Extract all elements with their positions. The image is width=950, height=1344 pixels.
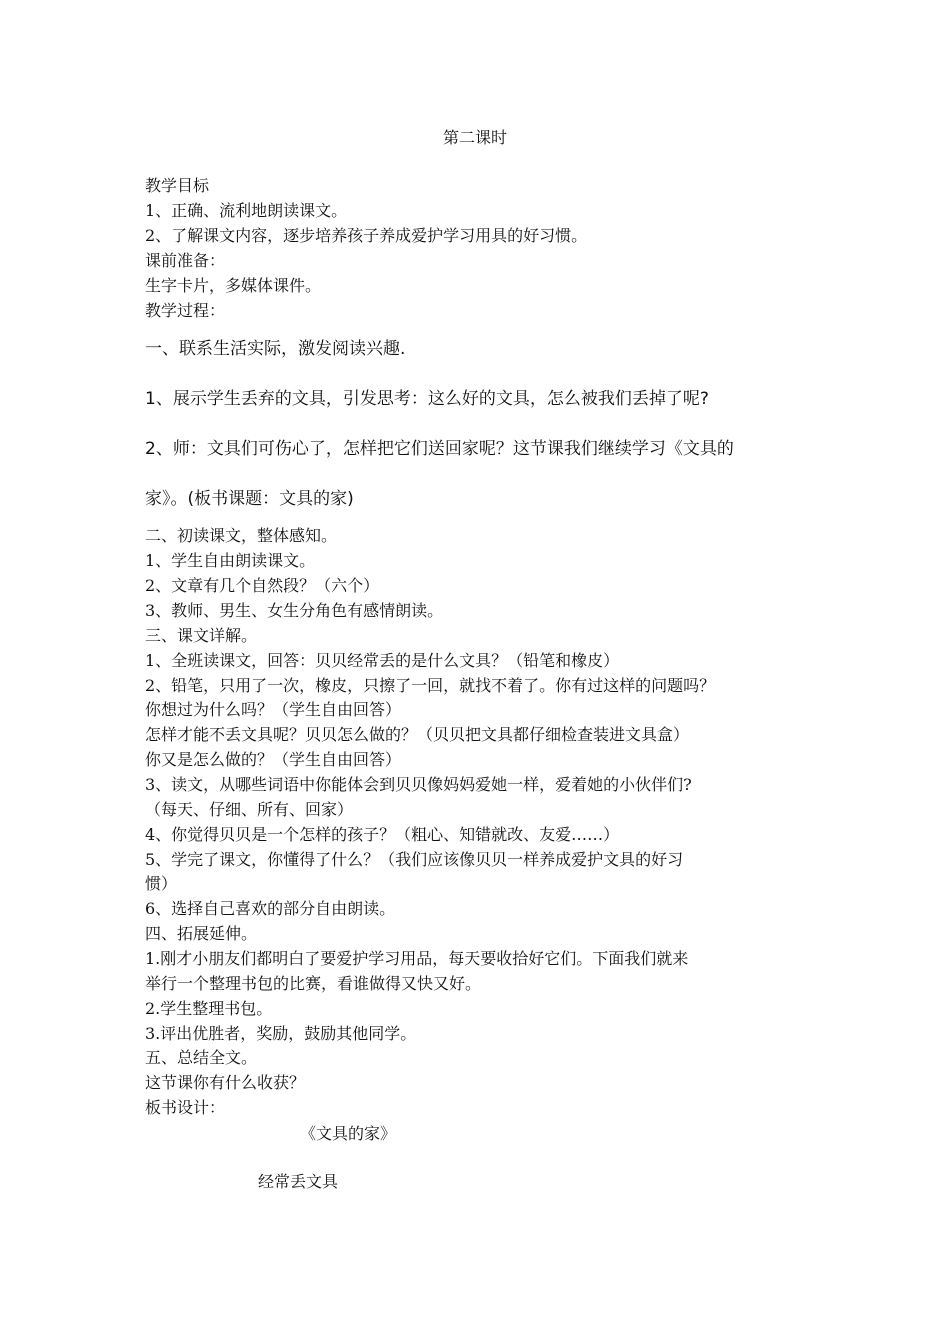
text-line: 2、文章有几个自然段？（六个） — [145, 576, 380, 595]
text-line: 2.学生整理书包。 — [145, 999, 273, 1018]
section-heading: 一、联系生活实际，激发阅读兴趣. — [145, 339, 406, 359]
text-line: 1、学生自由朗读课文。 — [145, 551, 316, 570]
section-heading: 教学过程： — [145, 301, 226, 320]
text-line: 3、读文，从哪些词语中你能体会到贝贝像妈妈爱她一样，爱着她的小伙伴们? — [145, 775, 692, 794]
text-line: 怎样才能不丢文具呢？贝贝怎么做的？（贝贝把文具都仔细检查装进文具盒） — [145, 725, 690, 744]
text-line: 惯） — [145, 874, 178, 893]
text-line: 5、学完了课文，你懂得了什么？（我们应该像贝贝一样养成爱护文具的好习 — [145, 850, 684, 869]
text-line: 你想过为什么吗？（学生自由回答） — [145, 700, 402, 719]
text-line: 这节课你有什么收获？ — [145, 1073, 306, 1092]
text-line: （每天、仔细、所有、回家） — [145, 800, 354, 819]
page-title: 第二课时 — [442, 128, 507, 147]
text-line: 1、展示学生丢弃的文具，引发思考：这么好的文具，怎么被我们丢掉了呢? — [145, 389, 709, 409]
board-line: 经常丢文具 — [258, 1172, 339, 1191]
text-line: 4、你觉得贝贝是一个怎样的孩子？（粗心、知错就改、友爱……） — [145, 825, 620, 844]
text-line: 3.评出优胜者，奖励，鼓励其他同学。 — [145, 1024, 417, 1043]
text-line: 1、正确、流利地朗读课文。 — [145, 201, 348, 220]
text-line: 6、选择自己喜欢的部分自由朗读。 — [145, 899, 396, 918]
section-heading: 课前准备： — [145, 251, 226, 270]
text-line: 举行一个整理书包的比赛，看谁做得又快又好。 — [145, 974, 482, 993]
text-line: 家》。(板书课题：文具的家) — [145, 489, 354, 509]
text-line: 生字卡片，多媒体课件。 — [145, 276, 322, 295]
section-heading: 二、初读课文，整体感知。 — [145, 526, 338, 545]
text-line: 你又是怎么做的？（学生自由回答） — [145, 750, 402, 769]
text-line: 1、全班读课文，回答：贝贝经常丢的是什么文具？（铅笔和橡皮） — [145, 651, 620, 670]
text-line: 3、教师、男生、女生分角色有感情朗读。 — [145, 601, 444, 620]
text-line: 1.刚才小朋友们都明白了要爱护学习用品，每天要收拾好它们。下面我们就来 — [145, 949, 689, 968]
section-heading: 板书设计： — [145, 1098, 226, 1117]
section-heading: 教学目标 — [145, 176, 210, 195]
section-heading: 四、拓展延伸。 — [145, 924, 258, 943]
text-line: 2、了解课文内容，逐步培养孩子养成爱护学习用具的好习惯。 — [145, 226, 588, 245]
section-heading: 三、课文详解。 — [145, 626, 258, 645]
text-line: 2、铅笔，只用了一次，橡皮，只擦了一回，就找不着了。你有过这样的问题吗？ — [145, 676, 716, 695]
section-heading: 五、总结全文。 — [145, 1048, 258, 1067]
text-line: 2、师：文具们可伤心了，怎样把它们送回家呢？这节课我们继续学习《文具的 — [145, 439, 734, 459]
board-title: 《文具的家》 — [300, 1124, 397, 1143]
